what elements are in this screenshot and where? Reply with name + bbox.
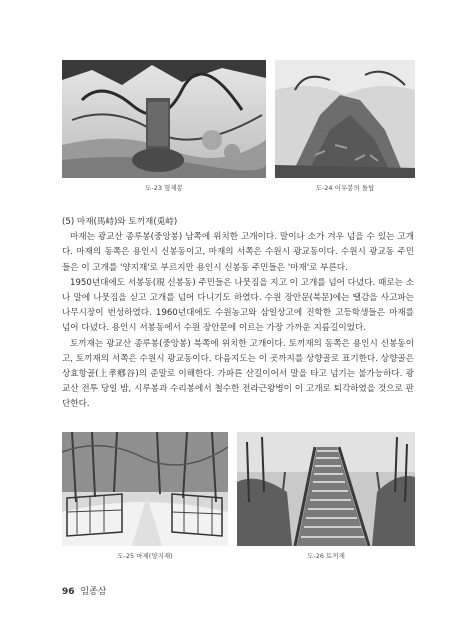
photo-tokkijae (237, 432, 415, 546)
chapter-author: 임종삼 (80, 587, 107, 597)
photo-majae (62, 432, 228, 546)
paragraph: 1950년대에도 서봉동(現 신봉동) 주민들은 나뭇짐을 지고 이 고개를 넘어 다녔다. 때로는 소나 말에 나뭇짐을 싣고 고개를 넘어 다니기도 하였다. 수원 장안문(북문)에는 땔감을 사고파는 나무시장이 번성하였다. 1960년대에도 수원농고와 삼일상고에 진학한 고등학생들은 마재를 넘어 다녔다. 용인시 서봉동에서 수원 장안문에 이르는 가장 가까운 지름길이었다. (62, 277, 414, 334)
page-footer (62, 584, 107, 597)
section-heading: (5) 마재(馬峙)와 토끼재(兎峙) (62, 217, 178, 227)
figure-caption: 도-24 이우봉의 돌탑 (315, 184, 375, 192)
body-text (62, 215, 414, 413)
paragraph: 마재는 광교산 종루봉(중앙봉) 남쪽에 위치한 고개이다. 말이나 소가 겨우 넘을 수 있는 고개다. 마재의 동쪽은 용인시 신봉동이고, 마재의 서쪽은 수원시 광교동이다. 수원시 광교동 주민들은 이 고개를 '양지재'로 부르지만 용인시 신봉동 주민들은 '마재'로 부른다. (62, 232, 414, 273)
page-number: 96 (62, 587, 75, 597)
photo-stone-cairn (275, 60, 415, 178)
figure-caption: 도-25 마제(양지재) (117, 552, 173, 560)
paragraph: 토끼재는 광교산 종루봉(중앙봉) 북쪽에 위치한 고개이다. 토끼재의 동쪽은 용인시 신봉동이고, 토끼재의 서쪽은 수원시 광교동이다. 다음지도는 이 곳까지를 상향골로 표기한다. 상향골은 상효항골(上孝鄕谷)의 준말로 이해한다. 가파른 산길이어서 말을 타고 넘기는 불가능하다. 광교산 전투 당일 밤, 시루봉과 수리봉에서 철수한 전라근왕병이 이 고개로 퇴각하였을 것으로 판단한다. (62, 338, 414, 410)
figure-caption: 도-26 토끼재 (307, 552, 345, 560)
photo-hyeongjebong (62, 60, 266, 178)
figure-caption: 도-23 형제봉 (145, 184, 183, 192)
